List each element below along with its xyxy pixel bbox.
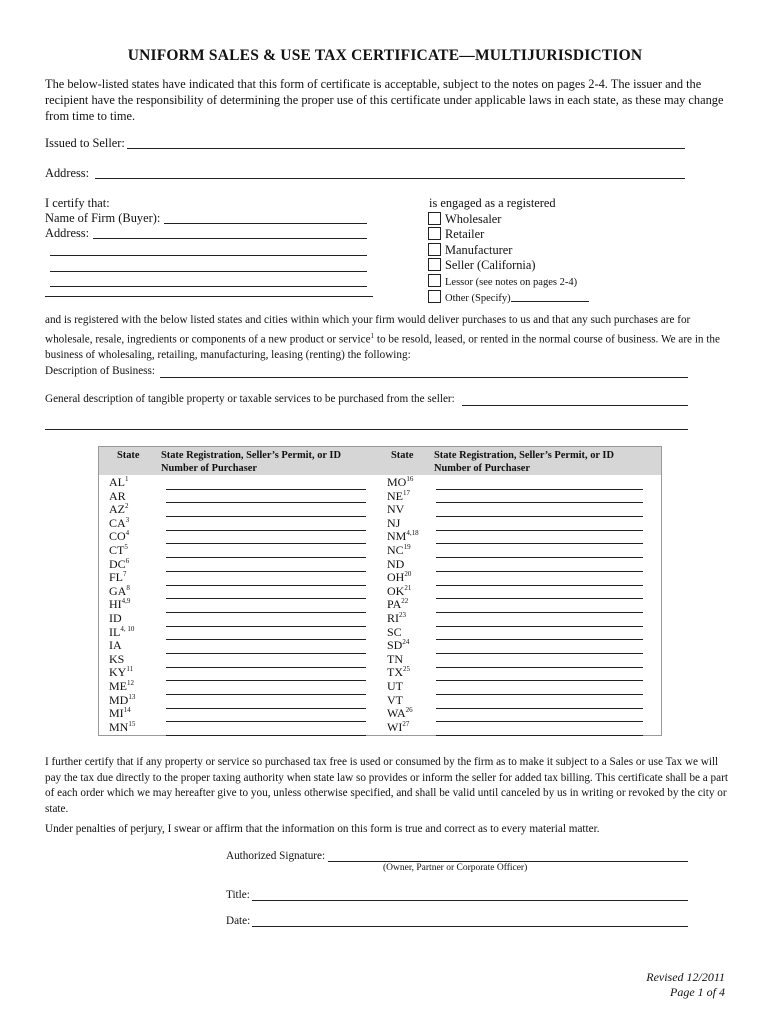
state-code: MO: [387, 475, 407, 489]
state-footnote: 7: [123, 570, 127, 579]
state-code-nd: [387, 558, 419, 572]
state-code-oh: [387, 571, 419, 585]
description-field[interactable]: [160, 377, 688, 378]
state-code: NM: [387, 529, 407, 544]
state-footnote: 2: [125, 502, 129, 511]
state-footnote: 8: [126, 583, 130, 592]
state-code-dc: [109, 558, 135, 572]
registration-field-ks[interactable]: [166, 654, 366, 668]
other-checkbox[interactable]: [428, 290, 441, 303]
state-code-mi: [109, 707, 135, 721]
state-code: DC: [109, 556, 126, 571]
registration-field-ca[interactable]: [166, 517, 366, 531]
state-code: MN: [109, 719, 129, 734]
other-specify-field[interactable]: [511, 301, 589, 302]
title-field[interactable]: [252, 900, 688, 901]
general-description-field-1[interactable]: [462, 405, 688, 406]
state-code: ND: [387, 556, 405, 571]
issued-to-field[interactable]: [127, 148, 685, 149]
engaged-label: is engaged as a registered: [429, 196, 556, 210]
registration-field-ri[interactable]: [436, 613, 643, 627]
role-manufacturer[interactable]: [428, 243, 589, 259]
state-code-nc: [387, 544, 419, 558]
state-code: TX: [387, 665, 403, 680]
wholesaler-checkbox[interactable]: [428, 212, 441, 225]
state-code: IL: [109, 624, 121, 639]
wholesaler-label: Wholesaler: [445, 211, 502, 226]
state-code-ar: [109, 490, 135, 504]
registration-fields-right: [436, 476, 643, 736]
state-code: ID: [109, 610, 122, 625]
state-code: PA: [387, 597, 402, 612]
footnote-ref: 1: [370, 331, 375, 340]
registered-text-1: and is registered with the below listed states and cities within which your firm would deliver purchases to us and that any such purchases are for wholesale, resale, ingredients or components of a new product or service: [45, 314, 691, 346]
state-footnote: 23: [399, 610, 406, 619]
registration-field-sd[interactable]: [436, 640, 643, 654]
state-code: FL: [109, 570, 124, 585]
buyer-address-field-5[interactable]: [45, 296, 373, 297]
registration-field-me[interactable]: [166, 681, 366, 695]
state-code: HI: [109, 597, 122, 612]
state-footnote: 17: [403, 488, 410, 497]
state-code: WA: [387, 706, 406, 721]
registration-field-ar[interactable]: [166, 490, 366, 504]
header-state-left: State: [117, 450, 140, 461]
state-code-vt: [387, 694, 419, 708]
registration-field-mi[interactable]: [166, 709, 366, 723]
registration-field-id[interactable]: [166, 613, 366, 627]
state-footnote: 13: [128, 692, 136, 701]
state-footnote: 5: [124, 542, 128, 551]
seller-california-checkbox[interactable]: [428, 258, 441, 271]
state-code: CT: [109, 542, 125, 557]
revised-date: Revised 12/2011: [646, 970, 725, 984]
state-code-ga: [109, 585, 135, 599]
state-registration-table: [98, 446, 662, 736]
page-footer: [646, 970, 725, 999]
state-footnote: 11: [126, 665, 134, 674]
state-code: SD: [387, 638, 403, 653]
role-wholesaler[interactable]: [428, 212, 589, 228]
state-code: CA: [109, 515, 126, 530]
registration-field-ia[interactable]: [166, 640, 366, 654]
state-code-ca: [109, 517, 135, 531]
role-other[interactable]: [428, 290, 589, 307]
state-code-al: [109, 476, 135, 490]
state-code-tn: [387, 653, 419, 667]
firm-name-label: Name of Firm (Buyer):: [45, 211, 161, 225]
registration-field-wa[interactable]: [436, 709, 643, 723]
state-code-ks: [109, 653, 135, 667]
form-title: UNIFORM SALES & USE TAX CERTIFICATE—MULTIJURISDICTION: [127, 47, 643, 64]
signature-note: (Owner, Partner or Corporate Officer): [383, 863, 528, 873]
registration-field-ky[interactable]: [166, 668, 366, 682]
registration-type-group: [428, 196, 589, 307]
page-number: Page 1 of 4: [670, 984, 725, 999]
state-code: GA: [109, 583, 127, 598]
state-code-ky: [109, 666, 135, 680]
state-footnote: 20: [404, 570, 412, 579]
state-code-nm: [387, 530, 419, 544]
state-code: NC: [387, 542, 404, 557]
registration-field-nj[interactable]: [436, 517, 643, 531]
state-code: WI: [387, 719, 403, 734]
state-code-wa: [387, 707, 419, 721]
state-code-id: [109, 612, 135, 626]
state-code-tx: [387, 666, 419, 680]
state-code: TN: [387, 651, 403, 666]
buyer-address-field-2[interactable]: [50, 255, 367, 256]
registration-field-co[interactable]: [166, 531, 366, 545]
state-code: CO: [109, 529, 126, 544]
registration-field-ga[interactable]: [166, 586, 366, 600]
state-footnote: 16: [406, 475, 414, 483]
state-code-fl: [109, 571, 135, 585]
state-code-az: [109, 503, 135, 517]
state-code: OH: [387, 570, 405, 585]
state-footnote: 19: [403, 542, 411, 551]
registration-field-az[interactable]: [166, 503, 366, 517]
seller-address-field[interactable]: [95, 178, 685, 179]
registration-field-ne[interactable]: [436, 490, 643, 504]
registration-field-ut[interactable]: [436, 681, 643, 695]
state-list-right: [387, 476, 419, 734]
other-label: Other (Specify): [445, 293, 511, 304]
state-code: KY: [109, 665, 127, 680]
retailer-label: Retailer: [445, 227, 485, 241]
lessor-checkbox[interactable]: [428, 274, 441, 287]
state-code: OK: [387, 583, 405, 598]
state-code: UT: [387, 678, 403, 693]
state-code-ut: [387, 680, 419, 694]
registered-paragraph: [45, 313, 730, 363]
issued-to-label: Issued to Seller:: [45, 136, 125, 150]
state-code-md: [109, 694, 135, 708]
registration-field-al[interactable]: [166, 476, 366, 490]
firm-name-field[interactable]: [164, 223, 367, 224]
state-code: MI: [109, 706, 124, 721]
state-code-il: [109, 626, 135, 640]
registration-field-il[interactable]: [166, 627, 366, 641]
state-footnote: 4, 10: [120, 624, 135, 633]
state-list-left: [109, 476, 135, 734]
state-code-wi: [387, 721, 419, 735]
buyer-address-label: Address:: [45, 226, 90, 240]
registration-field-sc[interactable]: [436, 627, 643, 641]
header-registration-left: State Registration, Seller’s Permit, or ID Number of Purchaser: [161, 450, 341, 474]
registration-field-nm[interactable]: [436, 531, 643, 545]
state-footnote: 4,18: [406, 529, 419, 538]
buyer-address-field-4[interactable]: [50, 286, 367, 287]
seller-california-label: Seller (California): [445, 258, 536, 272]
registration-field-ok[interactable]: [436, 586, 643, 600]
registration-field-md[interactable]: [166, 695, 366, 709]
state-footnote: 4,9: [121, 597, 131, 606]
title-label: Title:: [226, 889, 250, 901]
state-footnote: 25: [403, 665, 410, 674]
state-footnote: 24: [402, 638, 410, 647]
registration-field-wi[interactable]: [436, 722, 643, 736]
state-code: AR: [109, 488, 126, 503]
registration-field-fl[interactable]: [166, 572, 366, 586]
registration-fields-left: [166, 476, 366, 736]
lessor-label: Lessor (see notes on pages 2-4): [445, 276, 578, 288]
further-certify-paragraph: I further certify that if any property or service so purchased tax free is used or consumed by the firm as to make it subject to a Sales or use Tax we will pay the tax due directly to the proper taxing authority when state law so provides or inform the seller for added tax billing. This certificate shall be a part of each order which we may hereafter give to you, unless otherwise specified, and shall be valid until canceled by us in writing or revoked by the city or state.: [45, 756, 728, 815]
date-label: Date:: [226, 915, 251, 927]
state-code: KS: [109, 651, 125, 666]
state-code-me: [109, 680, 135, 694]
state-code: AL: [109, 475, 125, 489]
state-footnote: 3: [125, 515, 130, 524]
role-lessor[interactable]: [428, 274, 589, 291]
registration-field-ct[interactable]: [166, 544, 366, 558]
state-footnote: 22: [401, 597, 409, 606]
state-footnote: 27: [402, 719, 410, 728]
state-code-ri: [387, 612, 419, 626]
state-code: AZ: [109, 502, 125, 517]
state-code: SC: [387, 624, 402, 639]
state-code-ia: [109, 639, 135, 653]
date-field[interactable]: [252, 926, 688, 927]
registration-field-pa[interactable]: [436, 599, 643, 613]
certify-label: I certify that:: [45, 196, 110, 210]
registration-field-mn[interactable]: [166, 722, 366, 736]
state-code: NJ: [387, 515, 401, 530]
signature-field[interactable]: [328, 861, 688, 862]
header-state-right: State: [391, 450, 414, 461]
state-footnote: 14: [123, 706, 131, 715]
retailer-checkbox[interactable]: [428, 227, 441, 240]
registration-field-vt[interactable]: [436, 695, 643, 709]
manufacturer-checkbox[interactable]: [428, 243, 441, 256]
general-description-field-2[interactable]: [45, 429, 688, 430]
state-code-mn: [109, 721, 135, 735]
header-registration-right: State Registration, Seller’s Permit, or ID Number of Purchaser: [434, 450, 614, 474]
manufacturer-label: Manufacturer: [445, 242, 513, 257]
state-code-nj: [387, 517, 419, 531]
registration-field-nc[interactable]: [436, 544, 643, 558]
role-seller-california[interactable]: [428, 258, 589, 274]
state-code-sd: [387, 639, 419, 653]
state-code-hi: [109, 598, 135, 612]
state-code-co: [109, 530, 135, 544]
registration-field-oh[interactable]: [436, 572, 643, 586]
state-code: IA: [109, 638, 122, 653]
general-description-label: General description of tangible property or taxable services to be purchased from the seller:: [45, 393, 455, 405]
state-code-mo: [387, 476, 419, 490]
state-footnote: 26: [405, 706, 413, 715]
signature-label: Authorized Signature:: [226, 850, 326, 862]
state-footnote: 12: [127, 678, 134, 687]
state-code: RI: [387, 610, 399, 625]
state-code: MD: [109, 692, 129, 707]
intro-paragraph: The below-listed states have indicated that this form of certificate is acceptable, subject to the notes on pages 2-4. The issuer and the recipient have the responsibility of determining the proper use of this certificate under applicable laws in each state, as these may change from time to time.: [45, 77, 724, 123]
state-code-sc: [387, 626, 419, 640]
state-code-ne: [387, 490, 419, 504]
registered-text-2: to be resold, leased, or rented in the normal course of business. We are in the business of wholesaling, retailing, manufacturing, leasing (renting) the following:: [45, 333, 720, 361]
state-code-ok: [387, 585, 419, 599]
state-code: NV: [387, 502, 405, 517]
state-footnote: 1: [125, 475, 129, 483]
role-retailer[interactable]: [428, 227, 589, 243]
registration-field-hi[interactable]: [166, 599, 366, 613]
registration-field-tn[interactable]: [436, 654, 643, 668]
description-label: Description of Business:: [45, 365, 156, 377]
registration-field-nd[interactable]: [436, 558, 643, 572]
state-code: ME: [109, 678, 127, 693]
state-code-ct: [109, 544, 135, 558]
registration-field-tx[interactable]: [436, 668, 643, 682]
state-code: NE: [387, 488, 403, 503]
state-footnote: 6: [125, 556, 130, 565]
seller-address-label: Address:: [45, 166, 90, 180]
state-footnote: 21: [404, 583, 412, 592]
registration-field-mo[interactable]: [436, 476, 643, 490]
state-code: VT: [387, 692, 403, 707]
state-footnote: 4: [125, 529, 130, 538]
buyer-address-field-3[interactable]: [50, 271, 367, 272]
registration-field-dc[interactable]: [166, 558, 366, 572]
buyer-address-field-1[interactable]: [93, 238, 367, 239]
state-code-pa: [387, 598, 419, 612]
registration-field-nv[interactable]: [436, 503, 643, 517]
state-code-nv: [387, 503, 419, 517]
state-footnote: 15: [128, 719, 136, 728]
perjury-statement: Under penalties of perjury, I swear or affirm that the information on this form is true and correct as to every material matter.: [45, 823, 600, 835]
